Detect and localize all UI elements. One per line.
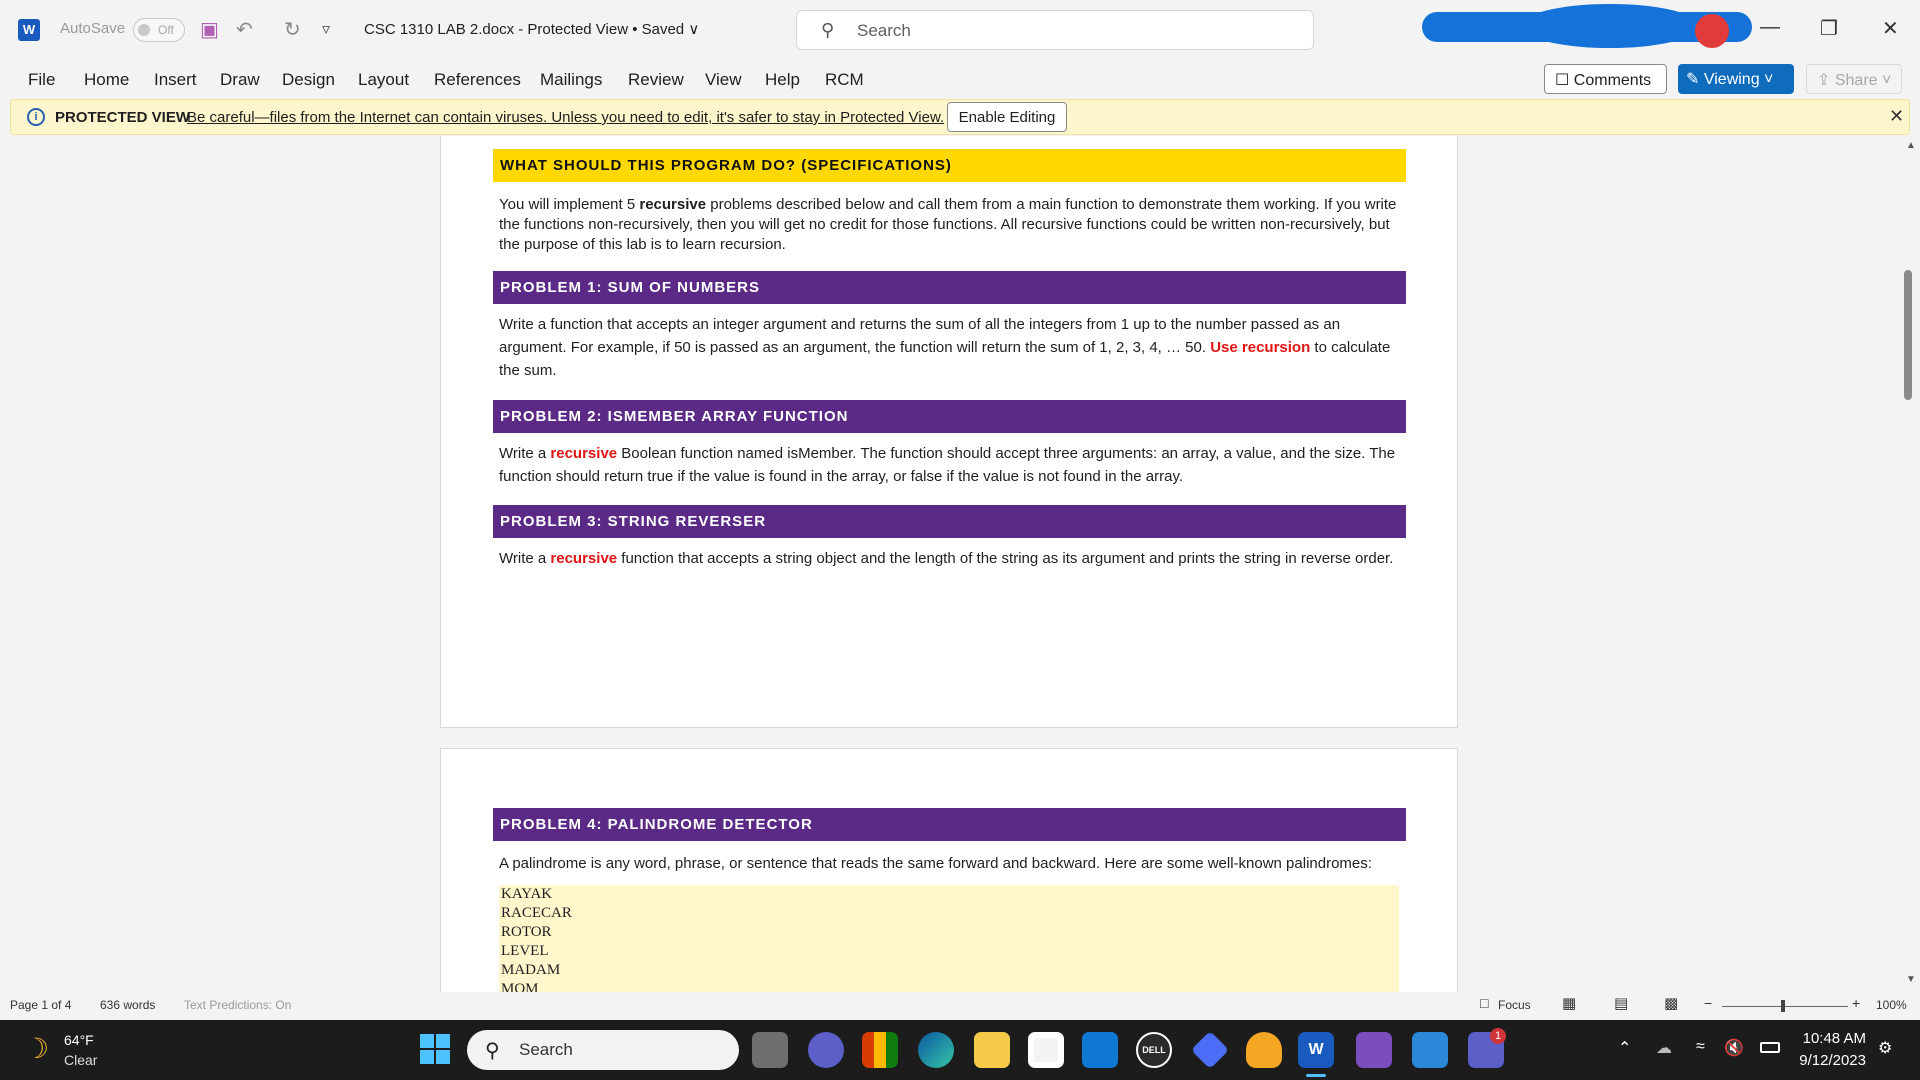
account-avatar[interactable] [1695,14,1729,48]
weather-temp[interactable]: 64°F [64,1032,94,1048]
palindrome-item: RACECAR [501,905,572,921]
enable-editing-button[interactable]: Enable Editing [947,102,1067,132]
photos-icon[interactable] [1412,1032,1448,1068]
problem3-header: PROBLEM 3: STRING REVERSER [493,505,1406,538]
info-shield-icon: i [27,108,45,126]
document-title[interactable]: CSC 1310 LAB 2.docx - Protected View • Saved ∨ [364,21,700,38]
status-bar [0,992,1920,1020]
windows-start-icon[interactable] [420,1034,450,1064]
zoom-out-button[interactable]: − [1704,995,1713,1011]
redo-icon[interactable]: ↻ [284,19,301,41]
customize-toolbar-icon[interactable]: ▿ [322,21,331,38]
redaction-scribble [1520,4,1700,48]
problem4-header: PROBLEM 4: PALINDROME DETECTOR [493,808,1406,841]
scrollbar-thumb[interactable] [1904,270,1912,400]
close-icon[interactable]: ✕ [1889,106,1905,126]
dell-icon[interactable]: DELL [1136,1032,1172,1068]
focus-icon[interactable]: □ [1480,995,1489,1011]
document-canvas[interactable] [0,136,1902,992]
palindrome-item: LEVEL [501,943,549,959]
tab-layout[interactable]: Layout [358,70,410,89]
autosave-toggle[interactable] [133,18,185,42]
share-button[interactable]: ⇪ Share ˅ [1806,64,1902,94]
mail-icon[interactable] [1082,1032,1118,1068]
text-predictions-status[interactable]: Text Predictions: On [184,998,292,1012]
problem1-header: PROBLEM 1: SUM OF NUMBERS [493,271,1406,304]
problem1-paragraph: Write a function that accepts an integer argument and returns the sum of all the integers from 1 up to the number passed as an argument. For example, if 50 is passed as an argument, the function will return the sum of 1, 2, 3, 4, … 50. Use recursion to calculate the sum. [499,316,1391,379]
battery-icon[interactable] [1760,1042,1780,1053]
task-view-icon[interactable] [752,1032,788,1068]
viewing-mode-button[interactable]: ✎ Viewing ˅ [1678,64,1794,94]
clock-time[interactable]: 10:48 AM [1802,1030,1866,1047]
tab-file[interactable]: File [28,70,56,89]
zoom-in-button[interactable]: + [1852,995,1861,1011]
tab-rcm[interactable]: RCM [825,70,864,89]
protected-view-link[interactable]: Be careful—files from the Internet can contain viruses. Unless you need to edit, it's safer to stay in Protected View. [187,109,945,126]
autosave-label: AutoSave [60,20,126,37]
windows-taskbar [0,1020,1920,1080]
chevron-up-icon[interactable]: ⌃ [1618,1040,1632,1057]
volume-muted-icon[interactable]: 🔇 [1724,1040,1744,1057]
problem3-paragraph: Write a recursive function that accepts a string object and the length of the string as its argument and prints the string in reverse order. [499,550,1394,567]
read-mode-icon[interactable]: ▦ [1562,995,1577,1012]
title-bar [0,0,1920,60]
page-count[interactable]: Page 1 of 4 [10,998,72,1012]
close-button[interactable]: ✕ [1882,18,1899,40]
web-layout-icon[interactable]: ▩ [1664,995,1679,1012]
word-count[interactable]: 636 words [100,998,156,1012]
winrar-icon[interactable] [862,1032,898,1068]
word-app-icon: W [18,19,40,41]
spec-header: WHAT SHOULD THIS PROGRAM DO? (SPECIFICATIONS) [493,149,1406,182]
problem2-header: PROBLEM 2: ISMEMBER ARRAY FUNCTION [493,400,1406,433]
zoom-level[interactable]: 100% [1876,998,1907,1012]
search-icon: ⚲ [821,20,835,40]
focus-button[interactable]: Focus [1498,998,1531,1012]
spec-paragraph: You will implement 5 recursive problems described below and call them from a main function to demonstrate them working. If you write the functions non-recursively, then you will get no credit for those functions. All recursive functions could be written non-recursively, but the purpose of this lab is to learn recursion. [499,196,1397,253]
clock-date[interactable]: 9/12/2023 [1799,1052,1866,1069]
tab-draw[interactable]: Draw [220,70,260,89]
document-page[interactable] [440,136,1458,728]
visual-studio-icon[interactable] [1356,1032,1392,1068]
problem2-paragraph: Write a recursive Boolean function named isMember. The function should accept three arguments: an array, a value, and the size. The function should return true if the value is found in the array, or false if the value is not found in the array. [499,445,1396,485]
tab-insert[interactable]: Insert [154,70,197,89]
wifi-icon[interactable]: ≈ [1696,1038,1705,1055]
save-icon[interactable]: ▣ [200,19,219,41]
tab-mailings[interactable]: Mailings [540,70,603,89]
document-page[interactable] [440,748,1458,992]
toggle-knob [138,24,150,36]
autosave-state: Off [158,23,174,37]
active-app-indicator [1306,1074,1326,1077]
taskbar-search[interactable] [467,1030,739,1070]
microsoft-store-icon[interactable] [1028,1032,1064,1068]
app-fan-icon[interactable] [1246,1032,1282,1068]
palindrome-item: KAYAK [501,886,553,902]
restore-button[interactable]: ❐ [1820,18,1838,40]
word-taskbar-icon[interactable]: W [1298,1032,1334,1068]
edge-browser-icon[interactable] [918,1032,954,1068]
tab-help[interactable]: Help [765,70,800,89]
comments-button[interactable]: ☐ Comments [1544,64,1667,94]
undo-icon[interactable]: ↶ [236,19,253,41]
tab-view[interactable]: View [705,70,742,89]
taskbar-search-input[interactable]: Search [519,1040,573,1059]
scroll-up-icon[interactable]: ▲ [1906,140,1916,151]
search-icon: ⚲ [485,1040,500,1062]
vertical-scrollbar[interactable] [1902,136,1920,992]
weather-moon-icon[interactable]: ☽ [24,1033,50,1064]
protected-view-title: PROTECTED VIEW [55,109,191,126]
copilot-icon[interactable] [1191,1031,1229,1069]
teams-icon[interactable] [1468,1032,1504,1068]
tab-design[interactable]: Design [282,70,335,89]
zoom-slider[interactable] [1722,1006,1848,1007]
notification-badge: 1 [1490,1028,1506,1044]
tab-review[interactable]: Review [628,70,684,89]
problem4-paragraph: A palindrome is any word, phrase, or sentence that reads the same forward and backward. Here are some well-known palindromes: [499,855,1372,872]
scroll-down-icon[interactable]: ▼ [1906,974,1916,985]
palindrome-list [499,885,1399,992]
palindrome-item: MADAM [501,962,561,978]
tab-home[interactable]: Home [84,70,130,89]
tab-references[interactable]: References [434,70,521,89]
title-search-box[interactable] [796,10,1314,50]
protected-view-bar [10,99,1910,135]
search-input[interactable]: Search [857,21,911,40]
teams-chat-icon[interactable] [808,1032,844,1068]
onedrive-icon[interactable]: ☁ [1656,1040,1672,1057]
palindrome-item: ROTOR [501,924,552,940]
minimize-button[interactable]: — [1760,16,1780,38]
file-explorer-icon[interactable] [974,1032,1010,1068]
zoom-slider-thumb[interactable] [1781,1000,1785,1012]
palindrome-item: MOM [501,981,539,992]
weather-desc[interactable]: Clear [64,1052,98,1068]
notifications-icon[interactable]: ⚙ [1878,1040,1893,1057]
print-layout-icon[interactable]: ▤ [1614,995,1629,1012]
